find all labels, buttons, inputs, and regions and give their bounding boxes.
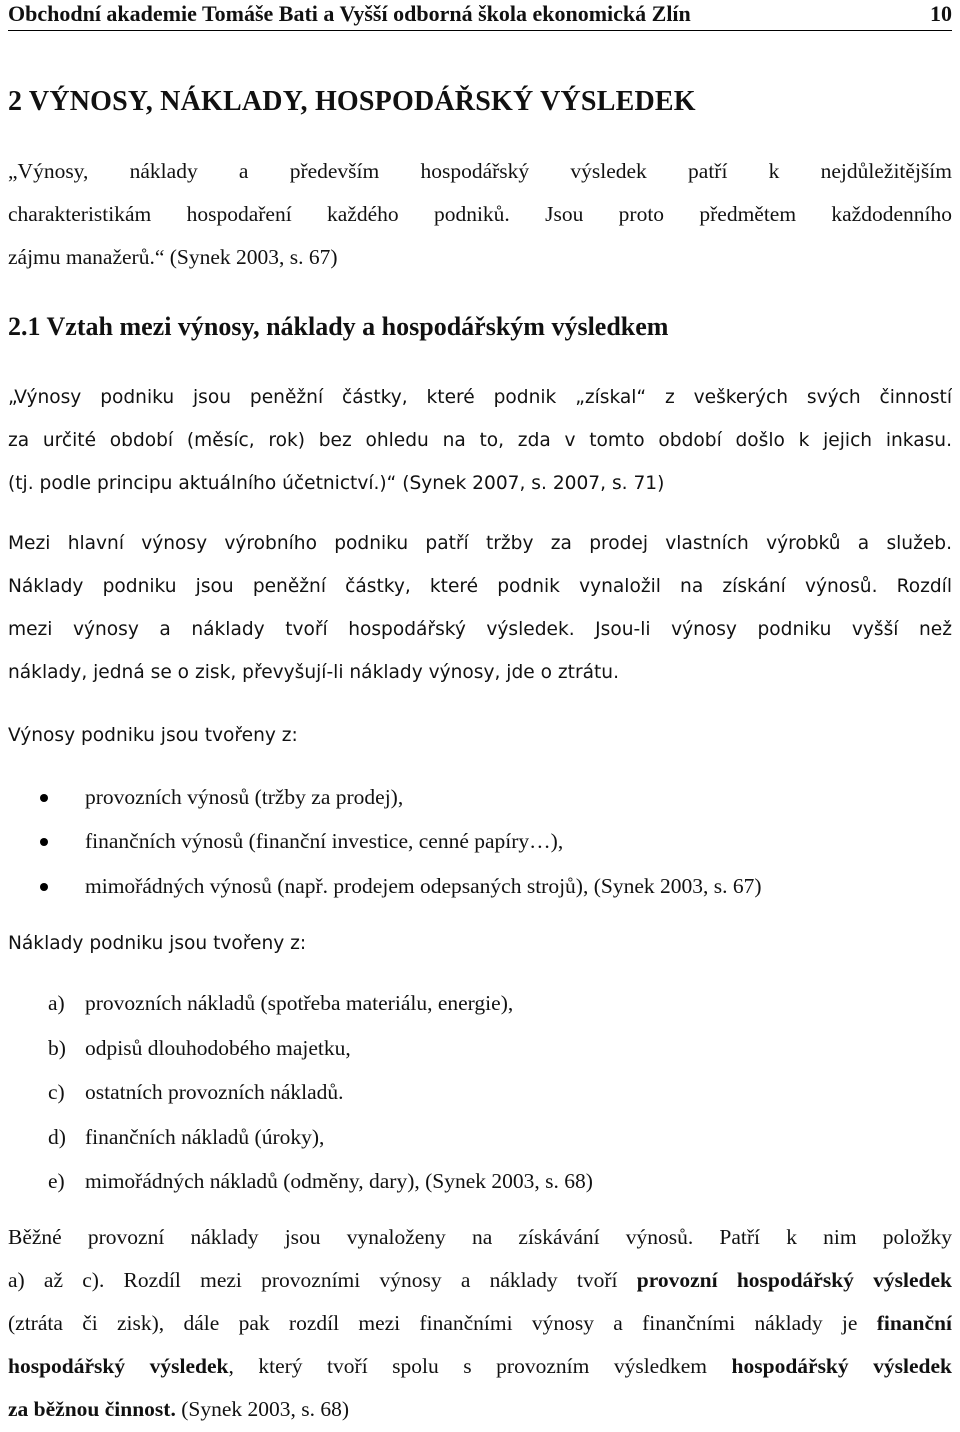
bullet-icon: [40, 838, 48, 846]
list-item-text: finančních nákladů (úroky),: [85, 1125, 325, 1149]
school-name: Obchodní akademie Tomáše Bati a Vyšší odborná škola ekonomická Zlín: [8, 1, 691, 26]
intro-line: „Výnosy, náklady a především hospodářský výsledek patří k nejdůležitějším: [8, 159, 952, 183]
definition-paragraph: [8, 376, 952, 505]
final-paragraph: [8, 1216, 952, 1431]
definition-line: (tj. podle principu aktuálního účetnictví.)“ (Synek 2007, s. 2007, s. 71): [8, 473, 665, 494]
list-marker: b): [48, 1036, 66, 1060]
text-run: (Synek 2003, s. 68): [181, 1397, 350, 1421]
paragraph-line: mezi výnosy a náklady tvoří hospodářský výsledek. Jsou-li výnosy podniku vyšší než: [8, 619, 952, 640]
intro-paragraph: [8, 150, 952, 279]
list-item-text: mimořádných nákladů (odměny, dary), (Synek 2003, s. 68): [85, 1169, 593, 1193]
page-header: [8, 0, 952, 31]
revenues-intro-text: Výnosy podniku jsou tvořeny z:: [8, 725, 298, 746]
intro-line: charakteristikám hospodaření každého podniků. Jsou proto předmětem každodenního: [8, 202, 952, 226]
list-marker: d): [48, 1125, 66, 1149]
costs-intro-text: Náklady podniku jsou tvořeny z:: [8, 933, 307, 954]
costs-intro: [8, 922, 952, 965]
bold-term: hospodářský výsledek: [8, 1354, 229, 1378]
bold-term: hospodářský výsledek: [731, 1354, 952, 1378]
bullet-icon: [40, 883, 48, 891]
paragraph-line: náklady, jedná se o zisk, převyšují-li náklady výnosy, jde o ztrátu.: [8, 662, 619, 683]
definition-line: „Výnosy podniku jsou peněžní částky, které podnik „získal“ z veškerých svých činností: [8, 387, 952, 408]
list-marker: c): [48, 1080, 65, 1104]
list-item-text: odpisů dlouhodobého majetku,: [85, 1036, 351, 1060]
section-title: 2.1 Vztah mezi výnosy, náklady a hospodářským výsledkem: [8, 312, 669, 341]
text-run: (ztráta či zisk), dále pak rozdíl mezi finančními výnosy a finančními náklady je: [8, 1311, 858, 1335]
paragraph-line: Náklady podniku jsou peněžní částky, které podnik vynaložil na získání výnosů. Rozdíl: [8, 576, 952, 597]
list-item-text: provozních výnosů (tržby za prodej),: [85, 785, 404, 809]
paragraph-line: [8, 1388, 952, 1431]
definition-line: za určité období (měsíc, rok) bez ohledu na to, zda v tomto období došlo k jejich inkasu.: [8, 430, 952, 451]
list-item-text: provozních nákladů (spotřeba materiálu, energie),: [85, 991, 514, 1015]
bold-term: finanční: [876, 1311, 952, 1335]
chapter-title: 2 VÝNOSY, NÁKLADY, HOSPODÁŘSKÝ VÝSLEDEK: [8, 86, 696, 117]
bold-term: provozní hospodářský výsledek: [636, 1268, 952, 1292]
list-marker: a): [48, 991, 65, 1015]
paragraph-line: [8, 1302, 952, 1345]
paragraph-line: Mezi hlavní výnosy výrobního podniku patří tržby za prodej vlastních výrobků a služeb.: [8, 533, 952, 554]
paragraph-line: [8, 1345, 952, 1388]
list-item-text: finančních výnosů (finanční investice, cenné papíry…),: [85, 829, 564, 853]
revenue-cost-paragraph: [8, 522, 952, 694]
text-run: , který tvoří spolu s provozním výsledkem: [228, 1354, 707, 1378]
text-run: a) až c). Rozdíl mezi provozními výnosy a náklady tvoří: [8, 1268, 618, 1292]
page-number: 10: [930, 1, 952, 26]
intro-line: zájmu manažerů.“ (Synek 2003, s. 67): [8, 245, 338, 269]
bullet-icon: [40, 794, 48, 802]
paragraph-line: [8, 1259, 952, 1302]
list-item-text: mimořádných výnosů (např. prodejem odepsaných strojů), (Synek 2003, s. 67): [85, 874, 762, 898]
paragraph-line: [8, 1216, 952, 1259]
text-run: Běžné provozní náklady jsou vynaloženy na získávání výnosů. Patří k nim položky: [8, 1225, 952, 1249]
list-marker: e): [48, 1169, 65, 1193]
revenues-intro: [8, 714, 952, 757]
bold-term: za běžnou činnost.: [8, 1397, 176, 1421]
list-item-text: ostatních provozních nákladů.: [85, 1080, 344, 1104]
